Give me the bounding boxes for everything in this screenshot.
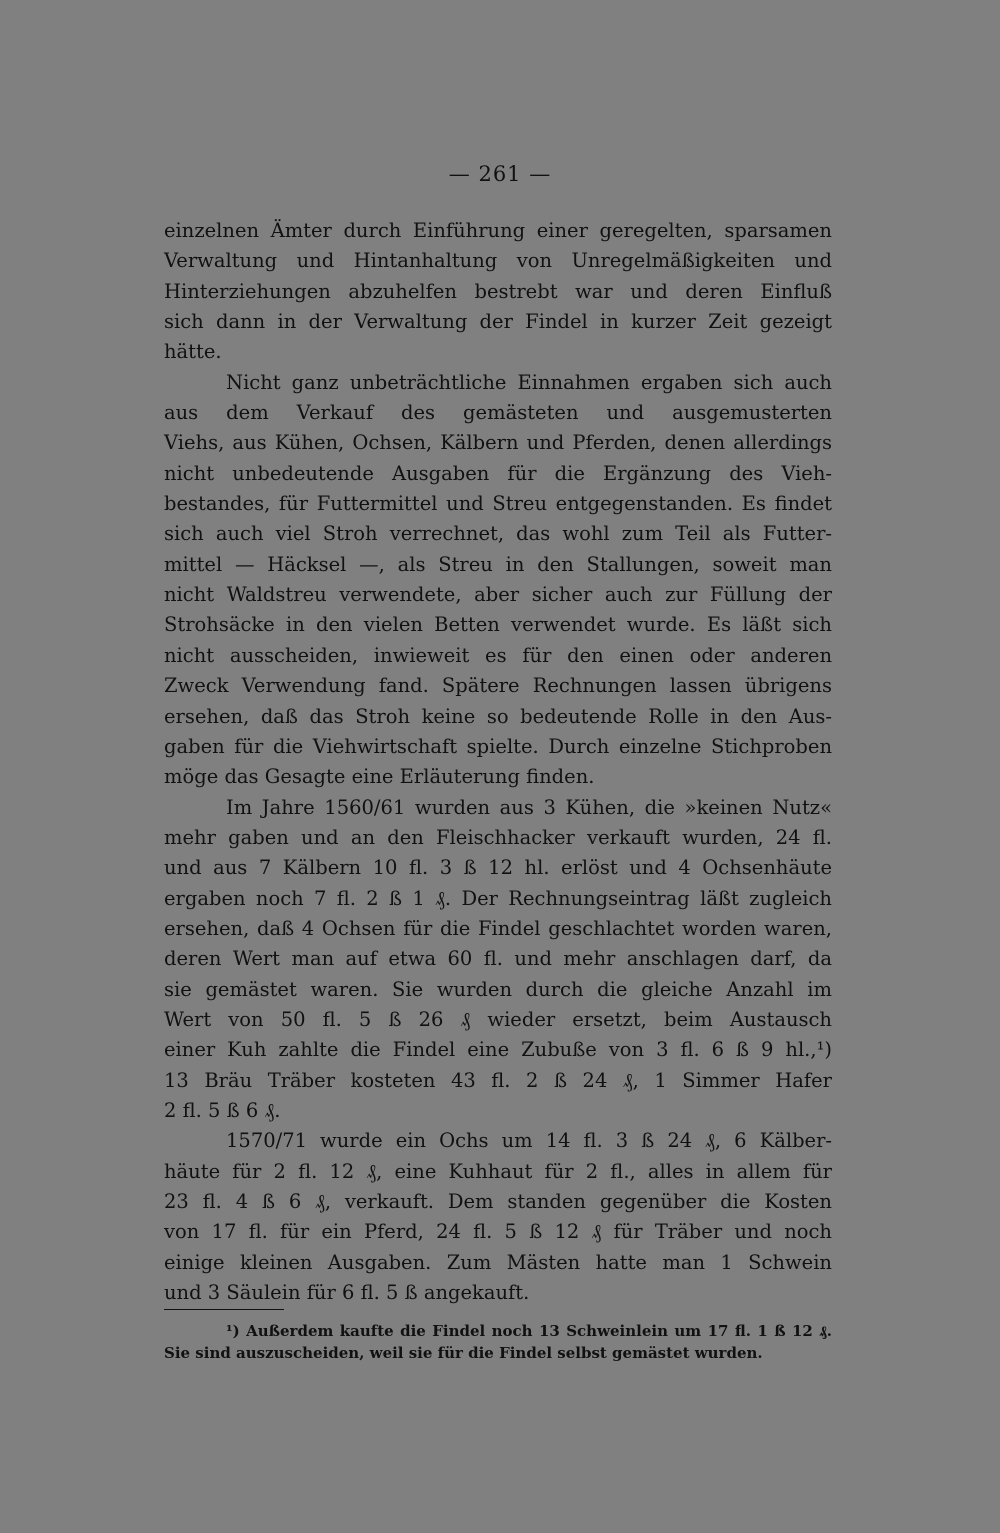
text-line: nicht ausscheiden, inwieweit es für den einen oder anderen <box>164 643 832 667</box>
text-line: ersehen, daß das Stroh keine so bedeutende Rolle in den Aus- <box>164 704 832 728</box>
footnotes <box>164 1320 832 1364</box>
text-line: sich auch viel Stroh verrechnet, das wohl zum Teil als Futter- <box>164 522 832 546</box>
text-line: Zweck Verwendung fand. Spätere Rechnungen lassen übrigens <box>164 674 832 698</box>
text-line: hätte. <box>164 340 222 364</box>
text-line: mehr gaben und an den Fleischhacker verkauft wurden, 24 fl. <box>164 825 832 849</box>
text-line: Verwaltung und Hintanhaltung von Unregelmäßigkeiten und <box>164 249 832 273</box>
text-line: gaben für die Viehwirtschaft spielte. Durch einzelne Stichproben <box>164 734 832 758</box>
text-line: von 17 fl. für ein Pferd, 24 fl. 5 ß 12 ₰ für Träber und noch <box>164 1220 832 1244</box>
footnote-line: ¹) Außerdem kaufte die Findel noch 13 Schweinlein um 17 fl. 1 ß 12 ₰. <box>226 1322 832 1340</box>
text-line: einer Kuh zahlte die Findel eine Zubuße von 3 fl. 6 ß 9 hl.,¹) <box>164 1038 832 1062</box>
text-line: nicht Waldstreu verwendete, aber sicher auch zur Füllung der <box>164 583 832 607</box>
text-line: häute für 2 fl. 12 ₰, eine Kuhhaut für 2 fl., alles in allem für <box>164 1159 832 1183</box>
text-line: mittel — Häcksel —, als Streu in den Stallungen, soweit man <box>164 552 832 576</box>
page-number: — 261 — <box>448 162 552 186</box>
text-line: Strohsäcke in den vielen Betten verwendet wurde. Es läßt sich <box>164 613 832 637</box>
footnote-line: Sie sind auszuscheiden, weil sie für die Findel selbst gemästet wurden. <box>164 1344 763 1362</box>
text-line: Nicht ganz unbeträchtliche Einnahmen ergaben sich auch <box>226 370 832 394</box>
text-line: Im Jahre 1560/61 wurden aus 3 Kühen, die »keinen Nutz« <box>226 795 832 819</box>
text-line: deren Wert man auf etwa 60 fl. und mehr anschlagen darf, da <box>164 947 832 971</box>
text-line: 23 fl. 4 ß 6 ₰, verkauft. Dem standen gegenüber die Kosten <box>164 1190 832 1213</box>
text-line: 2 fl. 5 ß 6 ₰. <box>164 1098 281 1122</box>
text-line: einige kleinen Ausgaben. Zum Mästen hatte man 1 Schwein <box>164 1250 832 1274</box>
text-line: bestandes, für Futtermittel und Streu entgegenstanden. Es findet <box>164 492 832 516</box>
text-line: ersehen, daß 4 Ochsen für die Findel geschlachtet worden waren, <box>164 916 832 940</box>
text-line: aus dem Verkauf des gemästeten und ausgemusterten <box>164 401 832 425</box>
text-line: einzelnen Ämter durch Einführung einer geregelten, sparsamen <box>164 219 832 242</box>
text-line: nicht unbedeutende Ausgaben für die Ergänzung des Vieh- <box>164 461 832 485</box>
text-line: Viehs, aus Kühen, Ochsen, Kälbern und Pferden, denen allerdings <box>164 431 832 455</box>
text-line: Wert von 50 fl. 5 ß 26 ₰ wieder ersetzt, beim Austausch <box>164 1007 832 1031</box>
text-line: Hinterziehungen abzuhelfen bestrebt war und deren Einfluß <box>164 279 832 303</box>
text-line: und aus 7 Kälbern 10 fl. 3 ß 12 hl. erlöst und 4 Ochsenhäute <box>164 856 832 880</box>
text-line: 13 Bräu Träber kosteten 43 fl. 2 ß 24 ₰, 1 Simmer Hafer <box>164 1068 832 1092</box>
text-line: ergaben noch 7 fl. 2 ß 1 ₰. Der Rechnungseintrag läßt zugleich <box>164 886 832 910</box>
text-line: sie gemästet waren. Sie wurden durch die gleiche Anzahl im <box>164 977 832 1001</box>
footnote-divider <box>164 1309 284 1310</box>
text-line: 1570/71 wurde ein Ochs um 14 fl. 3 ß 24 ₰, 6 Kälber- <box>226 1129 832 1153</box>
text-line: sich dann in der Verwaltung der Findel in kurzer Zeit gezeigt <box>164 310 832 334</box>
body-text <box>164 216 832 1308</box>
text-line: und 3 Säulein für 6 fl. 5 ß angekauft. <box>164 1281 530 1305</box>
text-line: möge das Gesagte eine Erläuterung finden. <box>164 765 595 789</box>
